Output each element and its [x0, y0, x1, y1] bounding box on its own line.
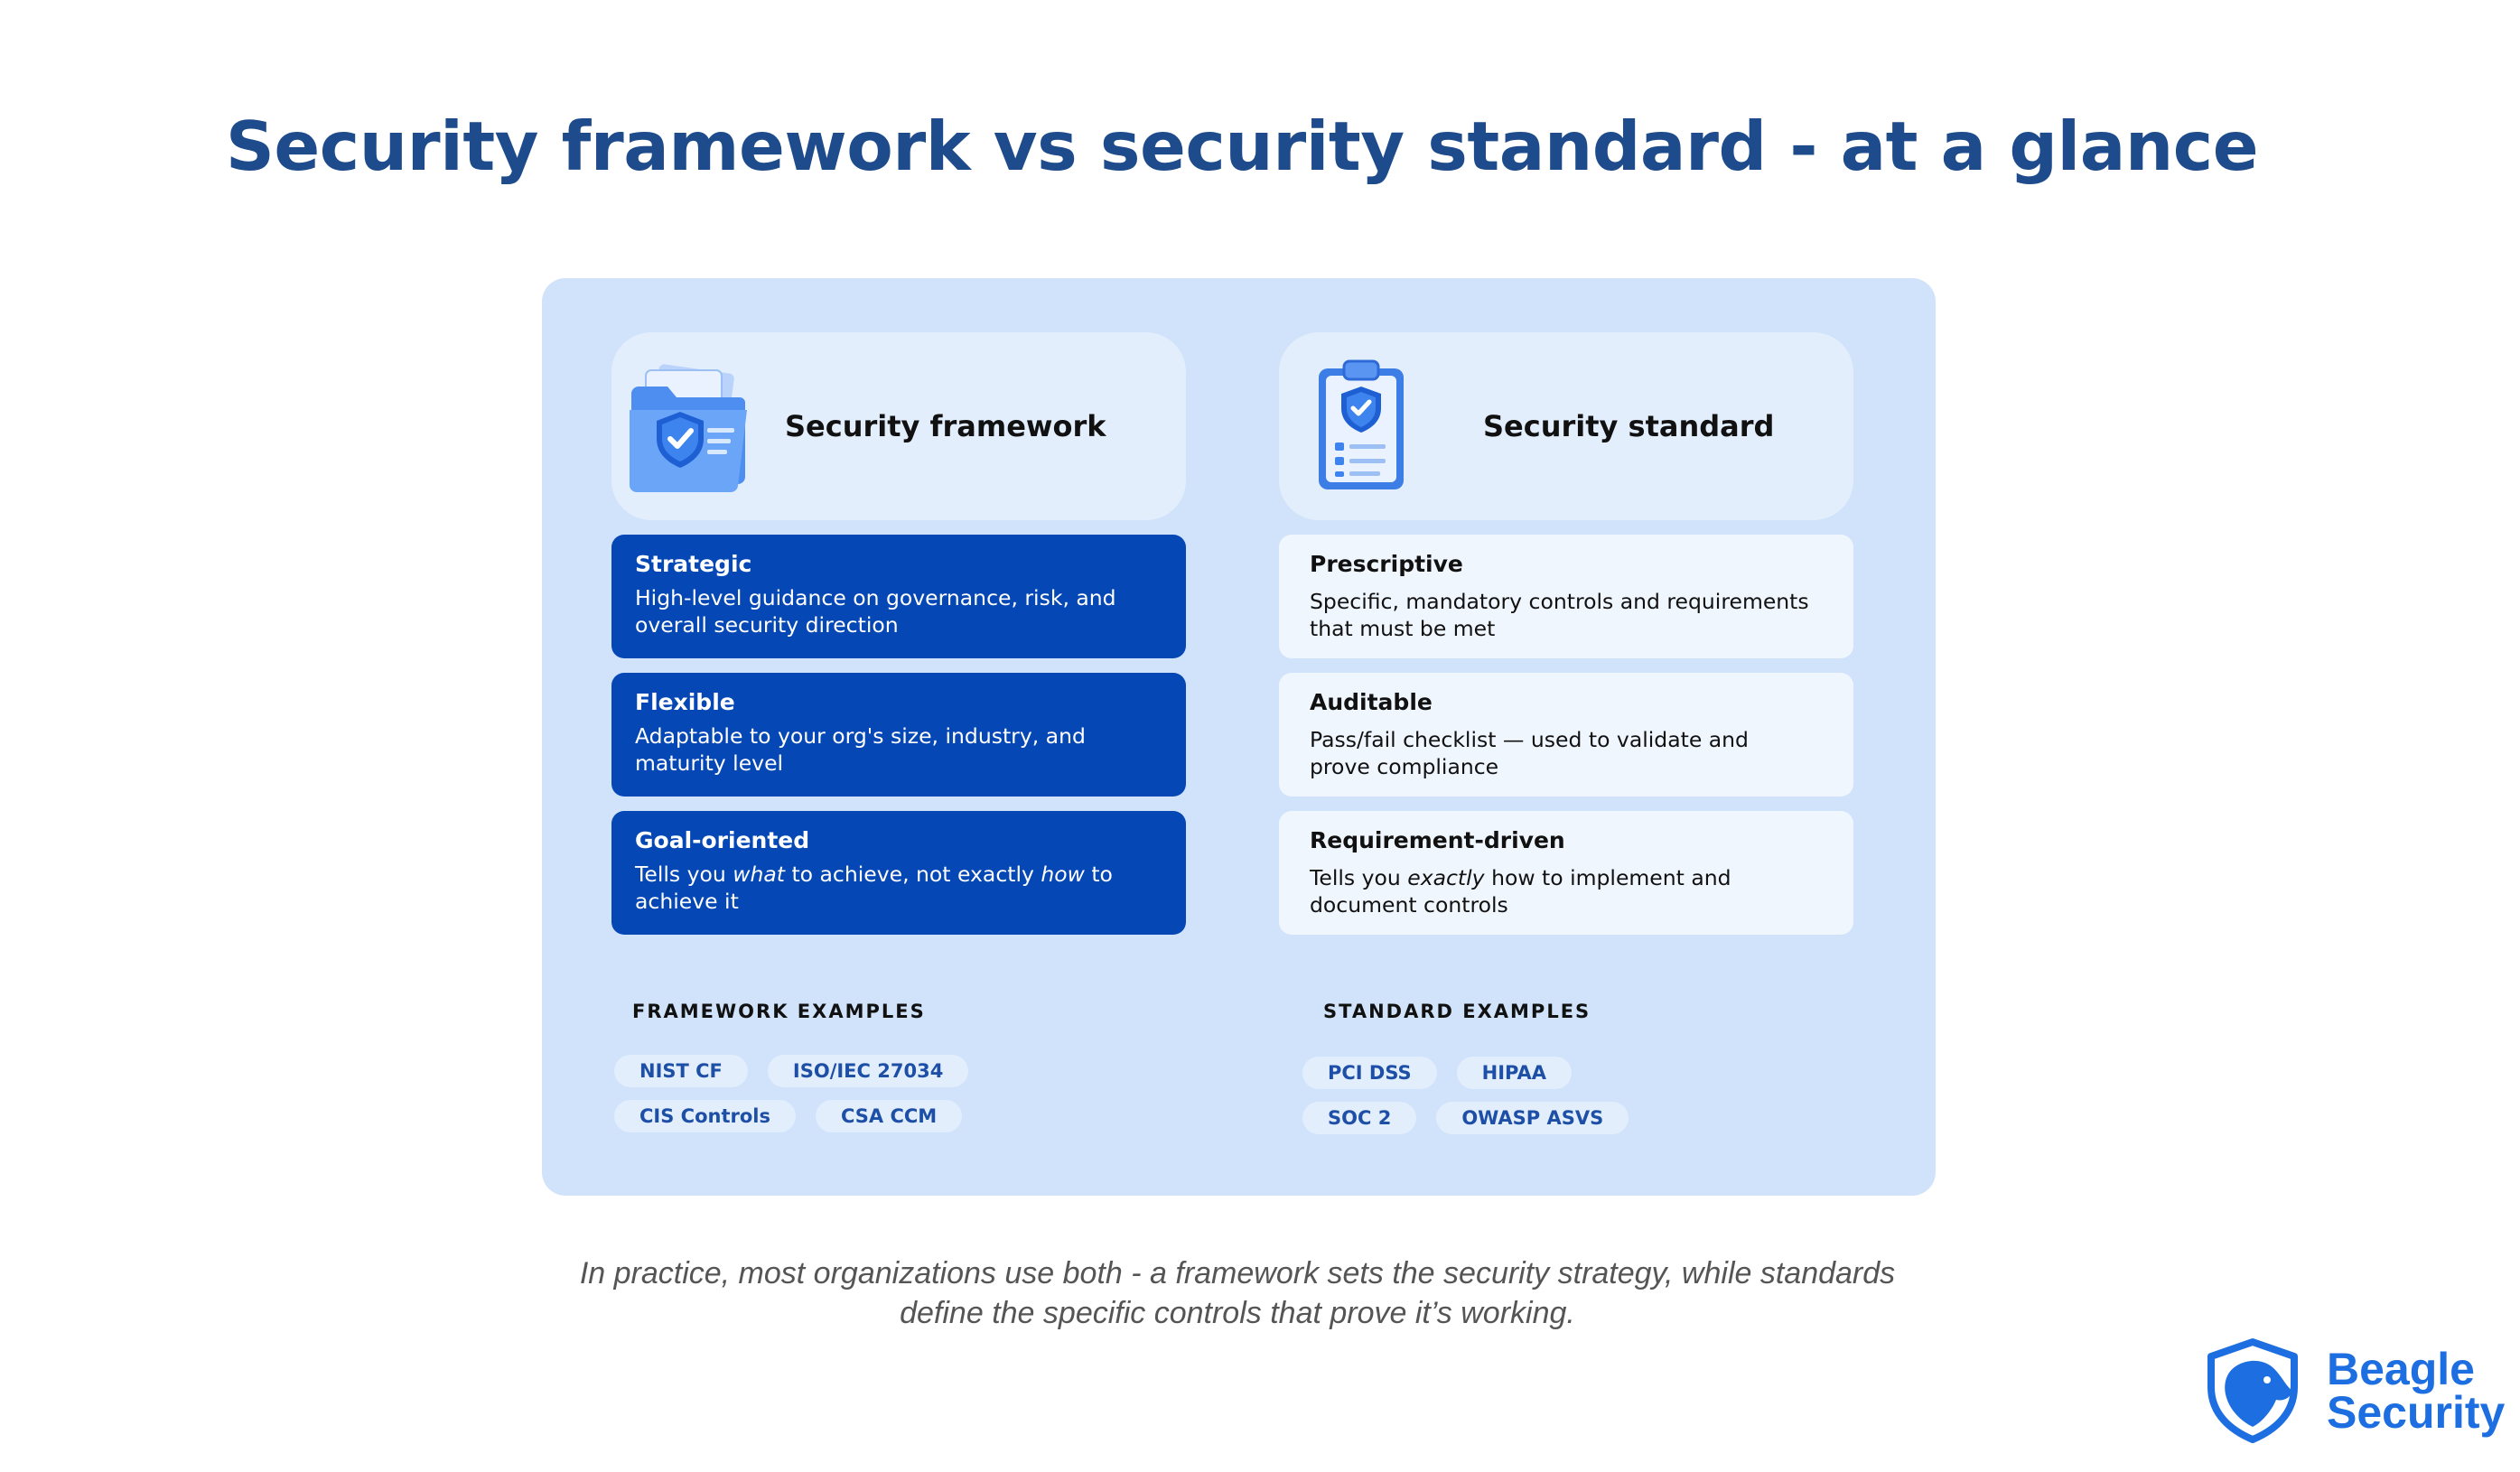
- standard-item-requirement-driven: [1279, 811, 1853, 935]
- standard-heading: Security standard: [1483, 409, 1775, 443]
- comparison-panel: [542, 278, 1936, 1196]
- framework-examples-label: FRAMEWORK EXAMPLES: [632, 1001, 926, 1022]
- item-title: Requirement-driven: [1310, 827, 1565, 853]
- example-tag: OWASP ASVS: [1436, 1102, 1629, 1134]
- example-tag: PCI DSS: [1302, 1057, 1437, 1089]
- framework-header-card: [611, 332, 1186, 520]
- standard-item-prescriptive: [1279, 535, 1853, 658]
- item-desc: Tells you what to achieve, not exactly how to achieve it: [635, 862, 1113, 914]
- item-desc: High-level guidance on governance, risk, and overall security direction: [635, 585, 1116, 638]
- item-title: Auditable: [1310, 689, 1433, 715]
- standard-item-auditable: [1279, 673, 1853, 797]
- framework-heading: Security framework: [785, 409, 1106, 443]
- framework-item-flexible: [611, 673, 1186, 797]
- framework-item-strategic: [611, 535, 1186, 658]
- framework-item-goal-oriented: [611, 811, 1186, 935]
- logo-text-line-2: Security: [2327, 1387, 2506, 1438]
- example-tag: SOC 2: [1302, 1102, 1416, 1134]
- item-title: Goal-oriented: [635, 827, 810, 853]
- example-tag: CSA CCM: [816, 1100, 962, 1132]
- footer-line-1: In practice, most organizations use both - a framework sets the security strategy, while standards: [579, 1256, 1896, 1290]
- brand-logo: [2202, 1337, 2506, 1445]
- item-desc: Pass/fail checklist — used to validate and prove compliance: [1310, 727, 1749, 779]
- item-desc: Specific, mandatory controls and requirements that must be met: [1310, 589, 1809, 641]
- item-title: Flexible: [635, 689, 735, 715]
- footer-line-2: define the specific controls that prove it’s working.: [900, 1296, 1575, 1330]
- item-title: Strategic: [635, 551, 752, 577]
- example-tag: HIPAA: [1457, 1057, 1572, 1089]
- standard-column: [1279, 332, 1853, 949]
- example-tag: ISO/IEC 27034: [768, 1055, 968, 1087]
- folder-shield-icon: [624, 356, 760, 500]
- standard-examples: [1302, 1057, 1700, 1147]
- item-desc: Adaptable to your org's size, industry, and maturity level: [635, 723, 1086, 776]
- item-desc: Tells you exactly how to implement and document controls: [1310, 865, 1731, 918]
- page-title: Security framework vs security standard - at a glance: [225, 107, 2259, 186]
- logo-text-line-1: Beagle: [2327, 1344, 2475, 1394]
- footer-note: [506, 1253, 1969, 1333]
- example-tag: CIS Controls: [614, 1100, 796, 1132]
- clipboard-shield-icon: [1292, 356, 1427, 500]
- beagle-shield-logo-icon: [2202, 1337, 2310, 1445]
- framework-column: [611, 332, 1186, 949]
- example-tag: NIST CF: [614, 1055, 748, 1087]
- standard-examples-label: STANDARD EXAMPLES: [1323, 1001, 1591, 1022]
- standard-header-card: [1279, 332, 1853, 520]
- item-title: Prescriptive: [1310, 551, 1463, 577]
- framework-examples: [614, 1055, 1174, 1145]
